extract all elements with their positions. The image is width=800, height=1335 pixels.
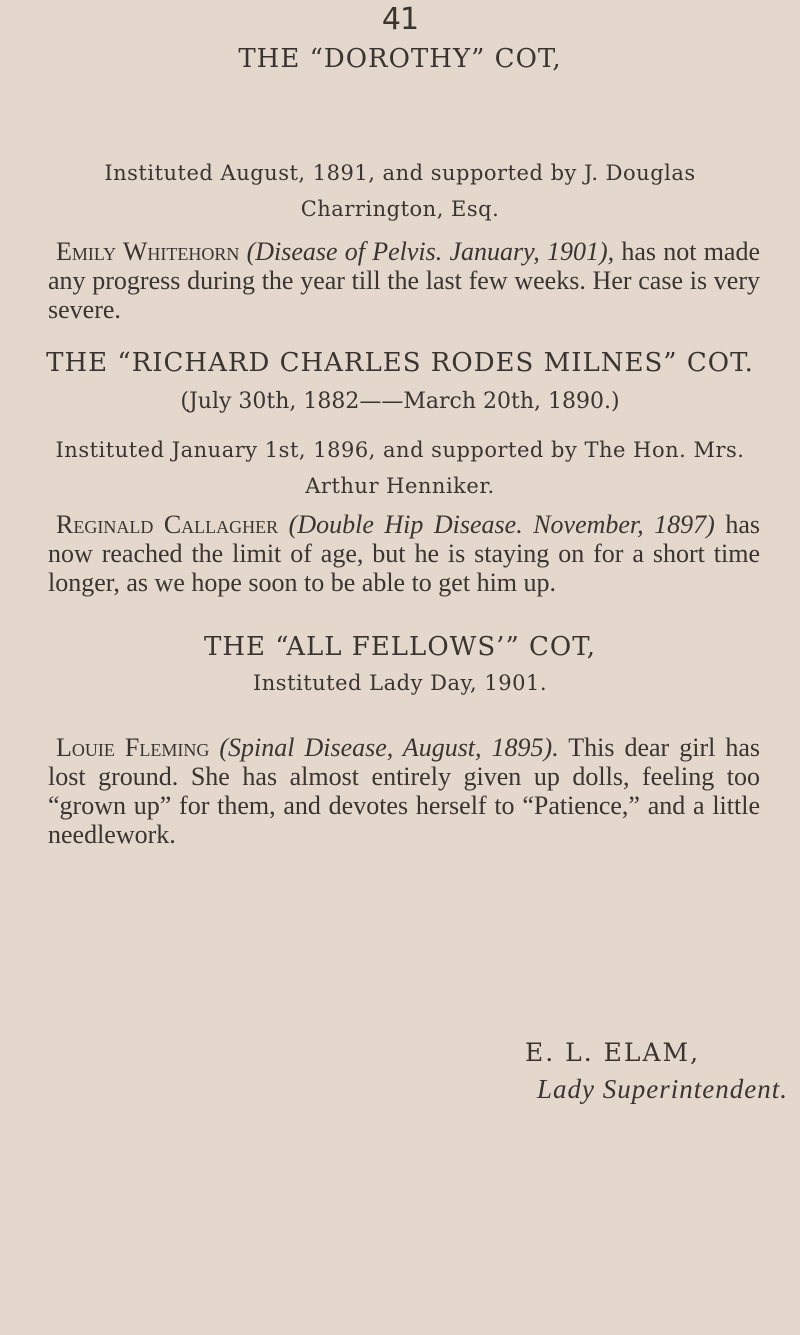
- signature-title: Lady Superintendent.: [537, 1074, 788, 1104]
- section-paragraph-milnes-cot: [48, 510, 760, 597]
- patient-disease: (Disease of Pelvis. January, 1901),: [246, 237, 615, 266]
- patient-disease: (Double Hip Disease. November, 1897): [288, 510, 715, 539]
- patient-name: Reginald Callagher: [56, 510, 279, 539]
- section-paragraph-all-fellows-cot: [48, 733, 760, 849]
- section-heading-all-fellows-cot: THE “ALL FELLOWS’” COT,: [204, 632, 596, 662]
- page-number: 41: [381, 2, 419, 37]
- section-instituted-milnes-cot: Instituted January 1st, 1896, and supported by The Hon. Mrs. Arthur Henniker.: [55, 438, 745, 498]
- patient-report: has now reached the limit of age, but he is staying on for a short time longer, as we hope soon to be able to get him up.: [48, 510, 761, 597]
- patient-report: has not made any progress during the year till the last few weeks. Her case is very severe.: [48, 237, 760, 324]
- section-heading-milnes-cot: THE “RICHARD CHARLES RODES MILNES” COT.: [46, 348, 754, 378]
- section-instituted-dorothy-cot: Instituted August, 1891, and supported by J. Douglas Charrington, Esq.: [104, 161, 696, 221]
- patient-disease: (Spinal Disease, August, 1895).: [219, 733, 559, 762]
- section-paragraph-dorothy-cot: [48, 237, 760, 324]
- signature-name: E. L. ELAM,: [525, 1038, 701, 1067]
- patient-report: This dear girl has lost ground. She has almost entirely given up dolls, feeling too “grown up” for them, and devotes herself to “Patience,” and a little needlework.: [48, 733, 760, 849]
- section-heading-dorothy-cot: THE “DOROTHY” COT,: [238, 44, 562, 74]
- patient-name: Louie Fleming: [56, 733, 210, 762]
- patient-name: Emily Whitehorn: [56, 237, 240, 266]
- section-instituted-all-fellows-cot: Instituted Lady Day, 1901.: [252, 671, 548, 695]
- section-dates-milnes-cot: (July 30th, 1882——March 20th, 1890.): [180, 389, 620, 414]
